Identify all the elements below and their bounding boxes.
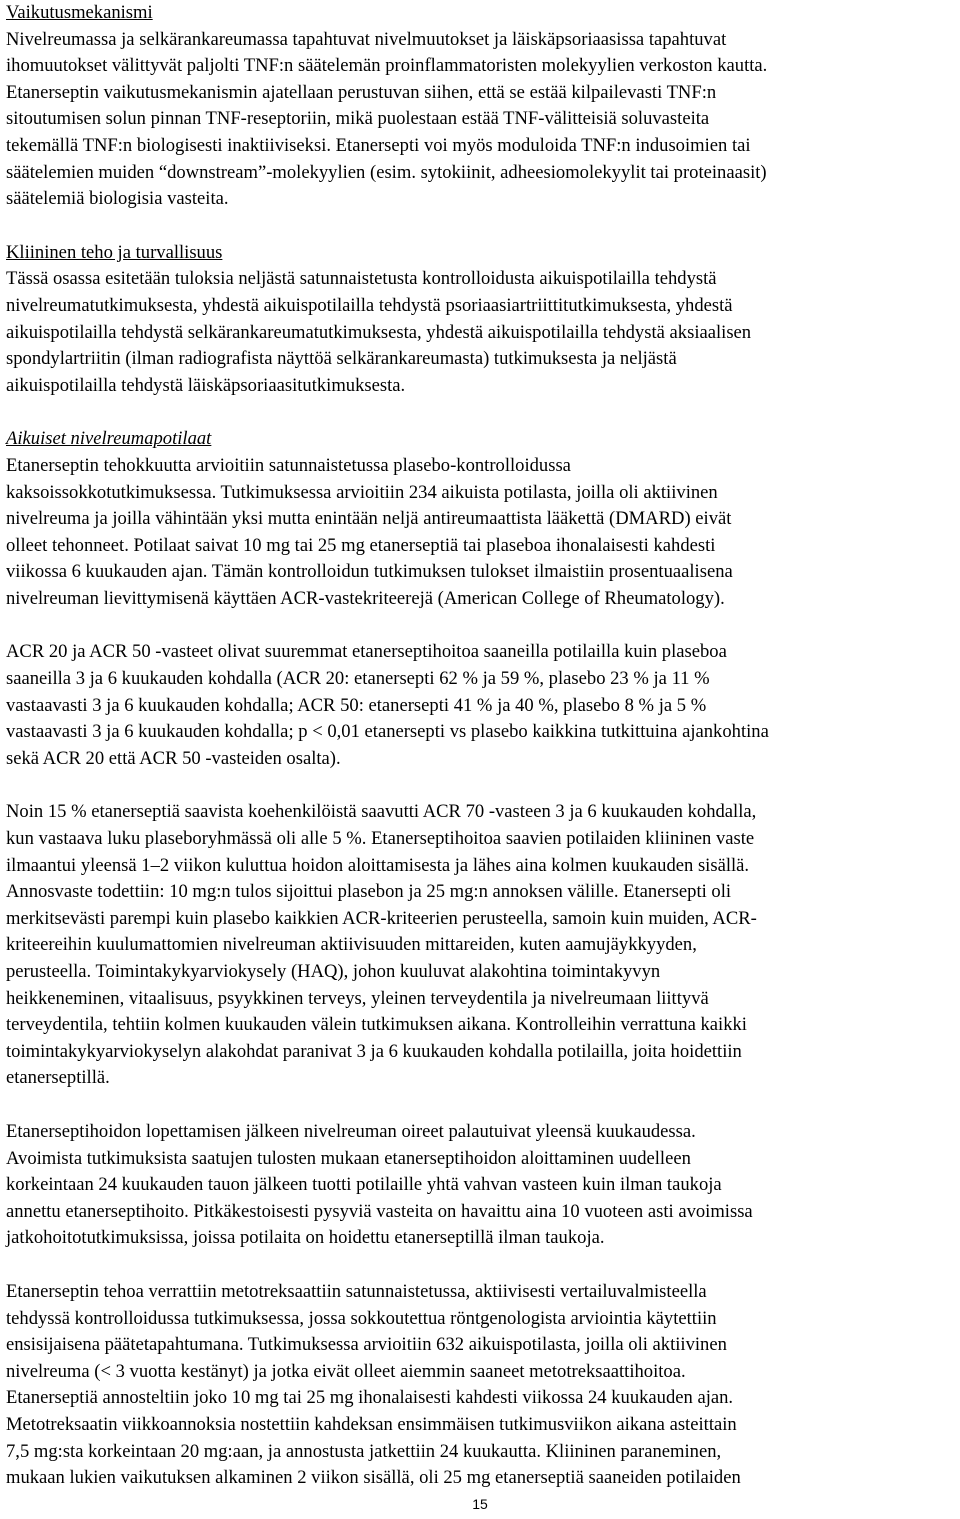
text-line: perusteella. Toimintakykyarviokysely (HAQ), johon kuuluvat alakohtina toimintakyvyn <box>6 961 661 982</box>
text-line: Annosvaste todettiin: 10 mg:n tulos sijoittui plasebon ja 25 mg:n annoksen välille. Etanersepti oli <box>6 881 732 903</box>
text-line: vastaavasti 3 ja 6 kuukauden kohdalla; p < 0,01 etanersepti vs plasebo kaikkina tutkittuina ajankohtina <box>6 721 769 743</box>
text-line: merkitsevästi parempi kuin plasebo kaikkien ACR-kriteerien perusteella, samoin kuin muiden, ACR- <box>6 907 757 929</box>
text-line: olleet tehonneet. Potilaat saivat 10 mg tai 25 mg etanerseptiä tai plaseboa ihonalaisesti kahdesti <box>6 534 716 556</box>
text-line: heikkeneminen, vitaalisuus, psyykkinen terveys, yleinen terveydentila ja nivelreumaan liittyvä <box>6 987 709 1009</box>
text-line: ACR 20 ja ACR 50 -vasteet olivat suuremmat etanerseptihoitoa saaneilla potilailla kuin plaseboa <box>6 641 727 663</box>
text-line: saaneilla 3 ja 6 kuukauden kohdalla (ACR 20: etanersepti 62 % ja 59 %, plasebo 23 % ja 11 % <box>6 668 710 690</box>
text-line: viikossa 6 kuukauden ajan. Tämän kontrolloidun tutkimuksen tulokset ilmaistiin prosentuaalisena <box>6 561 733 583</box>
text-line: aikuispotilailla tehdystä selkärankareumatutkimuksesta, yhdestä aikuispotilailla tehdystä aksiaalisen <box>6 321 752 343</box>
text-line: Etanerseptin vaikutusmekanismin ajatellaan perustuvan siihen, että se estää kilpailevasti TNF:n <box>6 81 717 103</box>
text-line: ilmaantui yleensä 1–2 viikon kuluttua hoidon aloittamisesta ja lähes aina kolmen kuukauden sisällä. <box>6 854 750 876</box>
text-line: jatkohoitotutkimuksissa, joissa potilaita on hoidettu etanerseptillä ilman taukoja. <box>6 1227 605 1249</box>
text-line: sekä ACR 20 että ACR 50 -vasteiden osalta). <box>6 747 341 769</box>
text-line: ihomuutokset välittyvät paljolti TNF:n säätelemän proinflammatoristen molekyylien verkoston kautta. <box>6 55 768 77</box>
clinical-section <box>6 240 952 400</box>
text-line: ensisijaisena päätetapahtumana. Tutkimuksessa arvioitiin 632 aikuispotilasta, joilla oli aktiivinen <box>6 1334 727 1356</box>
text-line: säätelemiä biologisia vasteita. <box>6 188 229 210</box>
text-line: Metotreksaatin viikkoannoksia nostettiin kahdeksan ensimmäisen tutkimusviikon aikana asteittain <box>6 1413 737 1435</box>
paragraph <box>6 1119 952 1252</box>
text-line: terveydentila, tehtiin kolmen kuukauden välein tutkimuksen aikana. Kontrolleihin verrattuna kaikki <box>6 1014 747 1036</box>
text-line: Avoimista tutkimuksista saatujen tulosten mukaan etanerseptihoidon aloittaminen uudelleen <box>6 1147 691 1169</box>
paragraph <box>6 639 952 772</box>
text-line: kriteereihin kuulumattomien nivelreuman aktiivisuuden mittareiden, kuten aamujäykkyyden, <box>6 934 697 956</box>
text-line: tekemällä TNF:n biologisesti inaktiiviseksi. Etanersepti voi myös moduloida TNF:n indusoimien tai <box>6 134 751 156</box>
text-line: Tässä osassa esitetään tuloksia neljästä satunnaistetusta kontrolloidusta aikuispotilailla tehdystä <box>6 268 717 290</box>
paragraph <box>6 1279 952 1492</box>
text-line: nivelreumatutkimuksesta, yhdestä aikuispotilailla tehdystä psoriaasiartriittitutkimuksesta, yhdestä <box>6 294 733 316</box>
text-line: nivelreuman lievittymisenä käyttäen ACR-vastekriteerejä (American College of Rheumatology). <box>6 587 725 609</box>
text-line: etanerseptillä. <box>6 1067 110 1089</box>
text-line: vastaavasti 3 ja 6 kuukauden kohdalla; ACR 50: etanersepti 41 % ja 40 %, plasebo 8 % ja 5 % <box>6 694 707 716</box>
text-line: 7,5 mg:sta korkeintaan 20 mg:aan, ja annostusta jatkettiin 24 kuukautta. Kliininen paraneminen, <box>6 1440 722 1462</box>
page-number: 15 <box>472 1496 488 1512</box>
text-line: Etanerseptihoidon lopettamisen jälkeen nivelreuman oireet palautuivat yleensä kuukaudessa. <box>6 1120 696 1142</box>
text-line: Etanerseptin tehokkuutta arvioitiin satunnaistetussa plasebo-kontrolloidussa <box>6 454 571 476</box>
text-line: tehdyssä kontrolloidussa tutkimuksessa, jossa sokkoutettua röntgenologista arviointia käytettiin <box>6 1307 717 1329</box>
text-line: säätelemien muiden “downstream”-molekyylien (esim. sytokiinit, adheesiomolekyylit tai proteinaasit) <box>6 161 767 183</box>
paragraph <box>6 453 952 613</box>
text-line: spondylartriitin (ilman radiografista näyttöä selkärankareumasta) tutkimuksesta ja neljästä <box>6 348 677 370</box>
document-page <box>6 0 952 1492</box>
mechanism-heading: Vaikutusmekanismi <box>6 2 153 23</box>
text-line: nivelreuma ja joilla vähintään yksi mutta enintään neljä antireumaattista lääkettä (DMARD) eivät <box>6 508 732 530</box>
text-line: Noin 15 % etanerseptiä saavista koehenkilöistä saavutti ACR 70 -vasteen 3 ja 6 kuukauden kohdalla, <box>6 801 757 823</box>
text-line: korkeintaan 24 kuukauden tauon jälkeen tuotti potilaille yhtä vahvan vasteen kuin ilman taukoja <box>6 1174 722 1196</box>
text-line: Nivelreumassa ja selkärankareumassa tapahtuvat nivelmuutokset ja läiskäpsoriaasissa tapahtuvat <box>6 28 727 50</box>
text-line: annettu etanerseptihoito. Pitkäkestoisesti pysyviä vasteita on havaittu aina 10 vuoteen asti avoimissa <box>6 1200 753 1222</box>
text-line: aikuispotilailla tehdystä läiskäpsoriaasitutkimuksesta. <box>6 374 406 396</box>
text-line: Etanerseptiä annosteltiin joko 10 mg tai 25 mg ihonalaisesti kahdesti viikossa 24 kuukauden ajan. <box>6 1387 734 1409</box>
adults-heading: Aikuiset nivelreumapotilaat <box>6 428 212 450</box>
text-line: toimintakykyarviokyselyn alakohdat paranivat 3 ja 6 kuukauden kohdalla potilailla, joita hoidettiin <box>6 1040 742 1062</box>
text-line: Etanerseptin tehoa verrattiin metotreksaattiin satunnaistetussa, aktiivisesti vertailuvalmisteella <box>6 1280 707 1302</box>
text-line: mukaan lukien vaikutuksen alkaminen 2 viikon sisällä, oli 25 mg etanerseptiä saaneiden potilaiden <box>6 1467 741 1489</box>
clinical-heading: Kliininen teho ja turvallisuus <box>6 241 223 263</box>
text-line: kaksoissokkotutkimuksessa. Tutkimuksessa arvioitiin 234 aikuista potilasta, joilla oli aktiivinen <box>6 481 718 503</box>
text-line: sitoutumisen solun pinnan TNF-reseptoriin, mikä puolestaan estää TNF-välitteisiä soluvasteita <box>6 108 710 130</box>
mechanism-section <box>6 0 952 213</box>
text-line: nivelreuma (< 3 vuotta kestänyt) ja jotka eivät olleet aiemmin saaneet metotreksaattihoitoa. <box>6 1360 686 1382</box>
adults-section <box>6 426 952 1491</box>
paragraph <box>6 799 952 1092</box>
text-line: kun vastaava luku plaseboryhmässä oli alle 5 %. Etanerseptihoitoa saavien potilaiden kliininen vaste <box>6 828 755 850</box>
